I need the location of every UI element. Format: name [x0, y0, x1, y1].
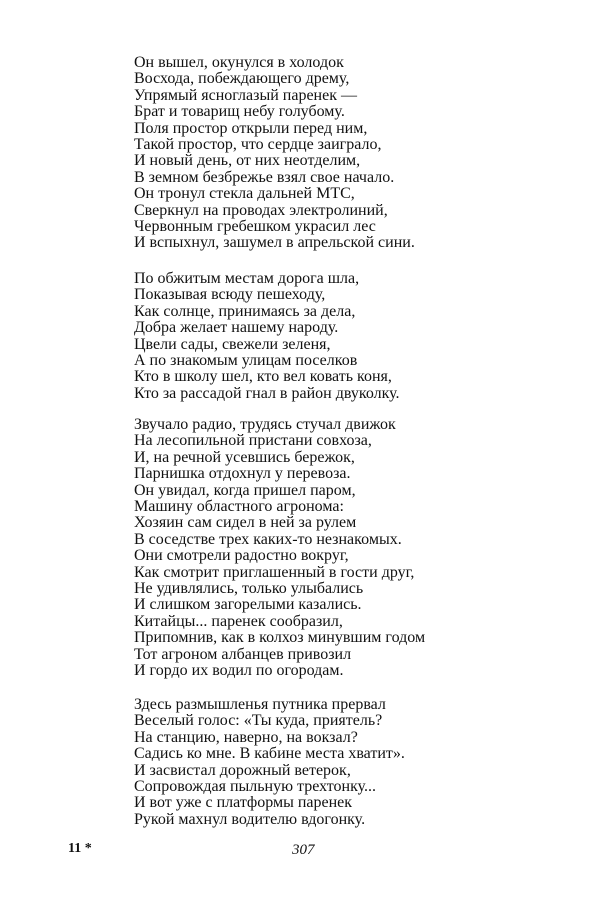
poem-line: Они смотрели радостно вокруг,: [134, 547, 349, 565]
poem-line: По обжитым местам дорога шла,: [134, 270, 360, 287]
poem-line: Он тронул стекла дальней МТС,: [134, 185, 355, 203]
page-number: 307: [292, 842, 315, 858]
poem-line: В соседстве трех каких-то незнакомых.: [134, 530, 402, 548]
poem-line: На лесопильной пристани совхоза,: [134, 432, 372, 450]
poem-line: Не удивлялись, только улыбались: [134, 580, 364, 598]
poem-line: Восхода, побеждающего дрему,: [134, 70, 350, 88]
poem-line: Тот агроном албанцев привозил: [134, 645, 352, 663]
poem-line: И засвистал дорожный ветерок,: [134, 761, 351, 779]
poem-line: Добра желает нашему народу.: [134, 319, 339, 337]
poem-line: Такой простор, что сердце заиграло,: [134, 136, 382, 154]
poem-line: И новый день, от них неотделим,: [134, 152, 361, 170]
poem-line: Он увидал, когда пришел паром,: [134, 481, 356, 499]
poem-line: Хозяин сам сидел в ней за рулем: [134, 514, 357, 532]
poem-line: Звучало радио, трудясь стучал движок: [134, 416, 396, 433]
poem-line: Сверкнул на проводах электролиний,: [134, 201, 388, 219]
poem-line: Рукой махнул водителю вдогонку.: [134, 810, 366, 828]
stanza-3: [134, 417, 474, 680]
poem-line: И вспыхнул, зашумел в апрельской сини.: [134, 234, 415, 252]
stanza-2: [134, 271, 474, 402]
poem-line: И гордо их водил по огородам.: [134, 662, 344, 680]
poem-line: Здесь размышленья путника прервал: [134, 696, 386, 713]
poem-line: Сопровождая пыльную трехтонку...: [134, 778, 377, 796]
printer-signature: 11 *: [68, 841, 92, 856]
poem-line: Он вышел, окунулся в холодок: [134, 54, 344, 71]
poem-line: Брат и товарищ небу голубому.: [134, 103, 345, 121]
poem-line: Парнишка отдохнул у перевоза.: [134, 465, 351, 483]
poem-line: Как смотрит приглашенный в гости друг,: [134, 563, 415, 581]
stanza-4: [134, 697, 474, 828]
poem-line: Червонным гребешком украсил лес: [134, 218, 376, 236]
poem-line: Садись ко мне. В кабине места хватит».: [134, 745, 405, 763]
poem-line: Припомнив, как в колхоз минувшим годом: [134, 629, 426, 647]
poem-line: И, на речной усевшись бережок,: [134, 448, 355, 466]
poem-line: Упрямый ясноглазый паренек —: [134, 86, 357, 104]
poem-line: Поля простор открыли перед ним,: [134, 119, 368, 137]
poem-line: Веселый голос: «Ты куда, приятель?: [134, 712, 383, 730]
poem-line: Китайцы... паренек сообразил,: [134, 612, 343, 630]
poem-line: Кто за рассадой гнал в район двуколку.: [134, 384, 400, 402]
poem-line: Кто в школу шел, кто вел ковать коня,: [134, 368, 392, 386]
poem-line: И вот уже с платформы паренек: [134, 794, 353, 812]
poem-line: Показывая всюду пешеходу,: [134, 286, 326, 304]
poem-line: На станцию, наверно, на вокзал?: [134, 728, 358, 746]
poem-line: Машину областного агронома:: [134, 498, 344, 516]
poem-line: В земном безбрежье взял свое начало.: [134, 168, 395, 186]
poem-line: Цвели сады, свежели зеленя,: [134, 335, 331, 353]
poem-line: И слишком загорелыми казались.: [134, 596, 362, 614]
stanza-1: [134, 55, 474, 252]
poem-line: Как солнце, принимаясь за дела,: [134, 302, 356, 320]
poem-line: А по знакомым улицам поселков: [134, 352, 358, 370]
